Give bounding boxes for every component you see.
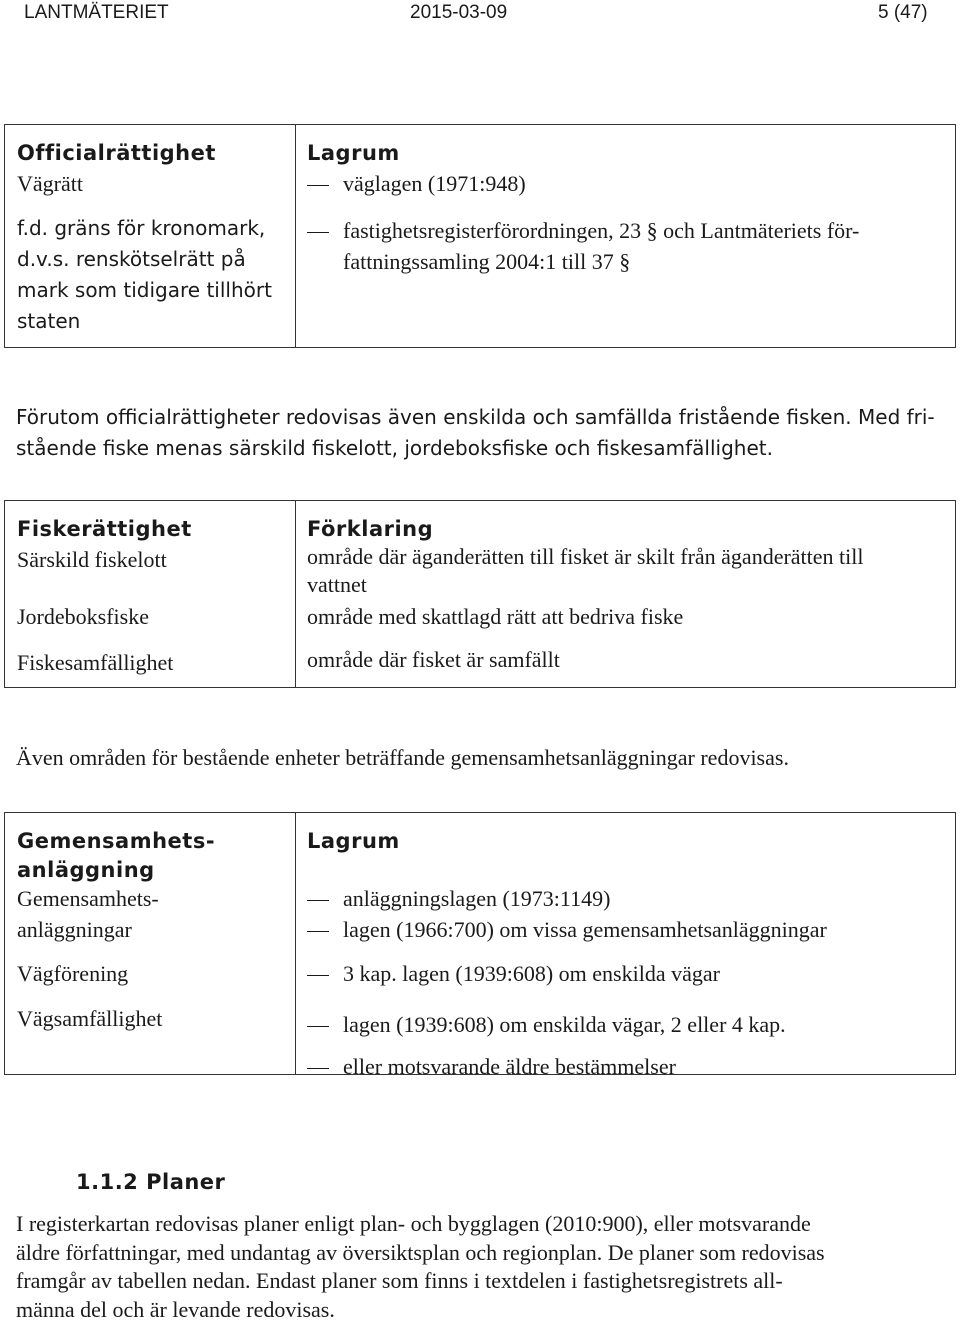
fiskerattighet-table (4, 500, 956, 688)
dash-bullet-icon (307, 185, 329, 186)
table-row-desc: område med skattlagd rätt att bedriva fiske (307, 604, 684, 629)
dash-bullet-icon (307, 1026, 329, 1027)
table-row-laws: lagen (1939:608) om enskilda vägar, 2 eller 4 kap. eller motsvarande äldre bestämmelser (307, 1004, 786, 1088)
dash-bullet-icon (307, 1068, 329, 1069)
col-heading-gemensamhetsanlaggning: Gemensamhets- anläggning (17, 829, 216, 882)
dash-bullet-icon (307, 931, 329, 932)
table-row-name: Vägförening (17, 961, 129, 986)
table-row-desc: område där fisket är samfällt (307, 647, 560, 672)
table-row-law: väglagen (1971:948) (307, 169, 526, 200)
table-row-laws: anläggningslagen (1973:1149) lagen (1966:700) om vissa gemensamhetsanläggningar (307, 883, 827, 945)
header-date: 2015-03-09 (410, 2, 508, 23)
table-row-name: Vägrätt (17, 171, 83, 196)
table-row-name: f.d. gräns för kronomark, d.v.s. renskötselrätt på mark som tidigare tillhört staten (17, 216, 272, 333)
dash-bullet-icon (307, 900, 329, 901)
table-row-name: Jordeboksfiske (17, 604, 149, 629)
table-row-name: Gemensamhets- anläggningar (17, 886, 159, 942)
table-row-name: Fiskesamfällighet (17, 650, 174, 675)
col-heading-lagrum: Lagrum (307, 829, 400, 853)
section-heading: 1.1.2 Planer (76, 1170, 226, 1194)
section-body: I registerkartan redovisas planer enligt plan- och bygglagen (2010:900), eller motsvarande äldre författningar, med undantag av översiktsplan och regionplan. De planer som redovisas framgår av tabellen nedan. Endast planer som finns i textdelen i fastighetsregistrets all- männa del och är levande redovisas. (16, 1211, 825, 1322)
table-row-laws: 3 kap. lagen (1939:608) om enskilda vägar (307, 959, 720, 990)
column-divider (295, 501, 296, 687)
header-org: LANTMÄTERIET (24, 2, 169, 23)
col-heading-fiskerattighet: Fiskerättighet (17, 517, 192, 541)
paragraph-fisken: Förutom officialrättigheter redovisas även enskilda och samfällda fristående fisken. Med fri- stående fiske menas särskild fiskelott, jordeboksfiske och fiskesamfällighet. (16, 405, 935, 460)
col-heading-officialrattighet: Officialrättighet (17, 141, 216, 165)
gemensamhetsanlaggning-table (4, 812, 956, 1079)
column-divider (295, 813, 296, 1074)
col-heading-lagrum: Lagrum (307, 141, 400, 165)
dash-bullet-icon (307, 975, 329, 976)
paragraph-gemensamhet: Även områden för bestående enheter beträffande gemensamhetsanläggningar redovisas. (16, 745, 789, 770)
table-row-name: Särskild fiskelott (17, 547, 167, 572)
header-page-number: 5 (47) (878, 2, 928, 23)
officialrattighet-table (4, 124, 956, 348)
table-row-desc: område där äganderätten till fisket är skilt från äganderätten till vattnet (307, 544, 864, 597)
dash-bullet-icon (307, 232, 329, 233)
table-row-name: Vägsamfällighet (17, 1006, 163, 1031)
table-row-law: fastighetsregisterförordningen, 23 § och Lantmäteriets för- fattningssamling 2004:1 till 37 § (307, 215, 859, 277)
col-heading-forklaring: Förklaring (307, 517, 434, 541)
column-divider (295, 125, 296, 347)
